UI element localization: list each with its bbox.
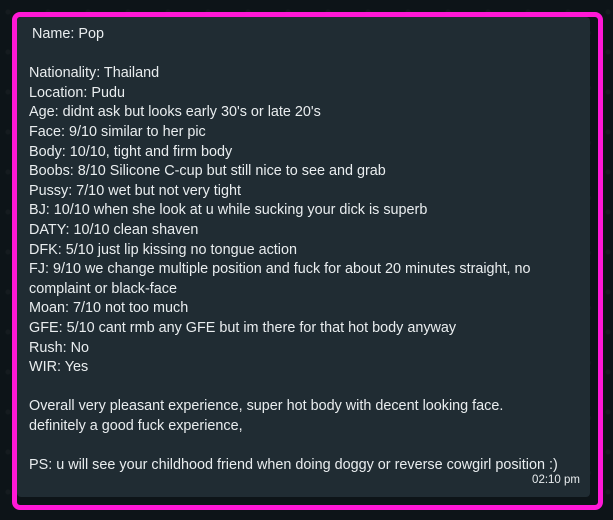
message-timestamp: 02:10 pm [532,474,580,487]
message-line [29,45,580,65]
message-line: Name: Pop [32,26,104,42]
message-line: Nationality: Thailand [29,65,160,82]
message-line: BJ: 10/10 when she look at u while sucking your dick is superb [29,202,428,219]
message-line: DATY: 10/10 clean shaven [29,221,199,238]
message-line: Rush: No [29,339,89,356]
message-line: Face: 9/10 similar to her pic [29,123,206,140]
message-line: WIR: Yes [29,359,89,376]
message-bubble[interactable] [17,17,590,497]
message-line [29,378,580,398]
message-line: Boobs: 8/10 Silicone C-cup but still nice to see and grab [29,163,386,180]
message-line: GFE: 5/10 cant rmb any GFE but im there for that hot body anyway [29,319,457,336]
message-line: Body: 10/10, tight and firm body [29,143,233,160]
message-line [29,436,580,456]
message-line: PS: u will see your childhood friend when doing doggy or reverse cowgirl position :) [29,457,558,474]
message-line: Moan: 7/10 not too much [29,300,189,317]
message-line: FJ: 9/10 we change multiple position and fuck for about 20 minutes straight, no [29,261,531,278]
message-line: Age: didnt ask but looks early 30's or late 20's [29,104,321,121]
message-line: definitely a good fuck experience, [29,417,243,434]
message-line: Pussy: 7/10 wet but not very tight [29,182,241,199]
message-line: Overall very pleasant experience, super hot body with decent looking face. [29,398,504,415]
message-line: complaint or black-face [29,280,177,297]
message-line: Location: Pudu [29,84,126,101]
message-text [29,25,580,476]
message-line: DFK: 5/10 just lip kissing no tongue action [29,241,297,258]
